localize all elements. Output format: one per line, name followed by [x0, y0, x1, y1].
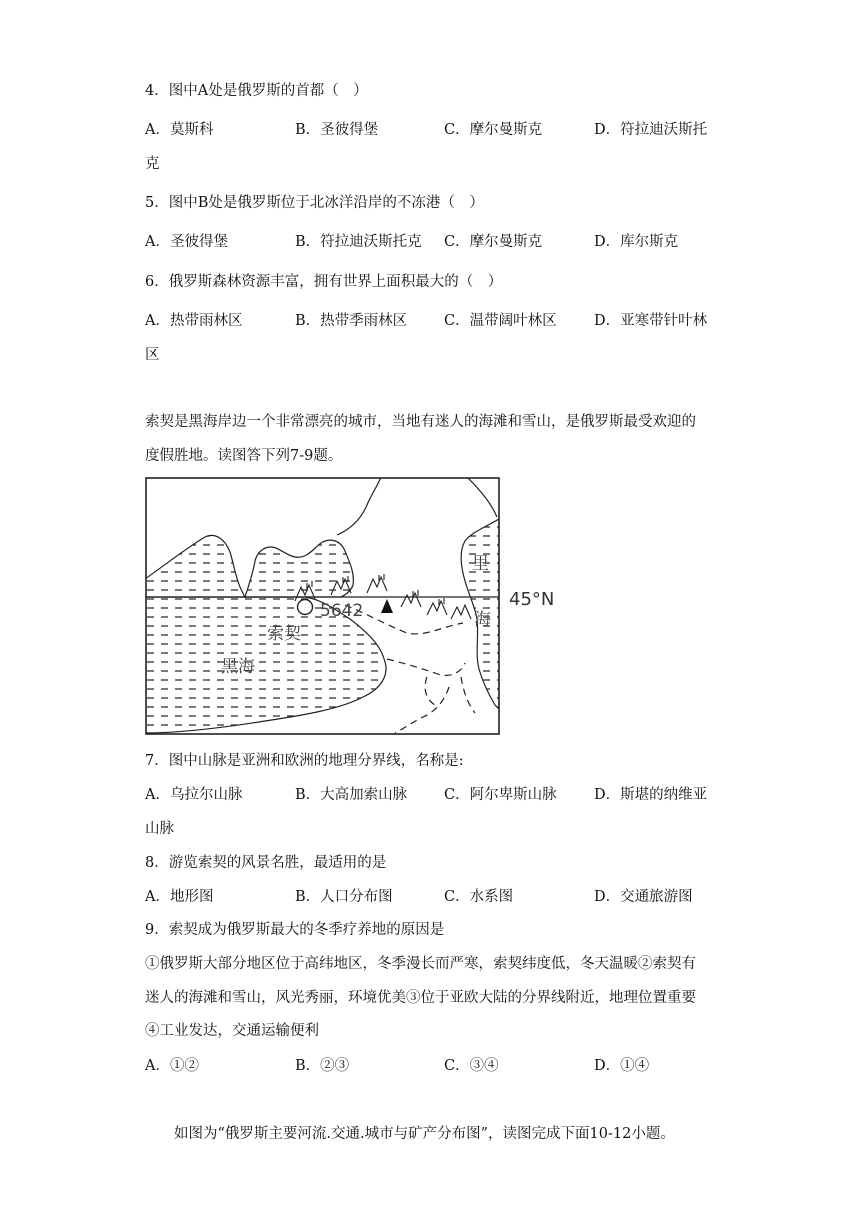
q4-option-d-wrap: 克 [145, 156, 160, 172]
q6-option-b: B．热带季雨林区 [295, 313, 408, 329]
azov-sea-north [245, 540, 353, 597]
q4-option-b: B．圣彼得堡 [295, 122, 379, 138]
q7-option-a: A．乌拉尔山脉 [145, 787, 243, 803]
q9-option-d: D．①④ [594, 1058, 650, 1074]
azov-sea-area [145, 535, 245, 597]
q8-stem: 8．游览索契的风景名胜，最适用的是 [145, 855, 387, 871]
q8-option-b: B．人口分布图 [295, 889, 393, 905]
q6-option-c: C．温带阔叶林区 [444, 313, 557, 329]
q5-option-b: B．符拉迪沃斯托克 [295, 234, 422, 250]
peak-triangle-icon [381, 599, 393, 613]
q8-option-c: C．水系图 [444, 889, 514, 905]
q9-option-a: A．①② [145, 1058, 199, 1074]
q9-stem: 9．索契成为俄罗斯最大的冬季疗养地的原因是 [145, 922, 445, 938]
border-dashed-line-4 [395, 687, 449, 733]
q8-options [145, 885, 745, 907]
q9-statement-line-1: ①俄罗斯大部分地区位于高纬地区，冬季漫长而严寒，索契纬度低，冬天温暖②索契有 [145, 956, 696, 972]
q6-option-d-wrap: 区 [145, 347, 160, 363]
border-dashed-line-3 [425, 677, 435, 705]
q7-option-c: C．阿尔卑斯山脉 [444, 787, 557, 803]
intro-line-2: 度假胜地。读图答下列7-9题。 [145, 448, 343, 464]
border-dashed-line-5 [461, 677, 475, 713]
q8-option-d: D．交通旅游图 [594, 889, 693, 905]
sochi-map [145, 477, 565, 735]
q9-option-b: B．②③ [295, 1058, 350, 1074]
q5-stem: 5．图中B处是俄罗斯位于北冰洋沿岸的不冻港（ ） [145, 195, 484, 211]
q5-option-c: C．摩尔曼斯克 [444, 234, 543, 250]
caspian-edge-line [467, 477, 497, 517]
q6-options [145, 309, 745, 331]
river-line [337, 477, 381, 535]
q8-option-a: A．地形图 [145, 889, 214, 905]
q4-option-d: D．符拉迪沃斯托 [594, 122, 708, 138]
q7-option-b: B．大高加索山脉 [295, 787, 408, 803]
q5-option-d: D．库尔斯克 [594, 234, 679, 250]
caspian-label-top: 里 [472, 554, 489, 574]
q5-options [145, 230, 745, 252]
q6-stem: 6．俄罗斯森林资源丰富，拥有世界上面积最大的（ ） [145, 274, 503, 290]
q6-option-d: D．亚寒带针叶林 [594, 313, 708, 329]
q4-options [145, 118, 745, 140]
q5-option-a: A．圣彼得堡 [145, 234, 228, 250]
q7-option-d-wrap: 山脉 [145, 821, 174, 837]
sochi-city-icon [298, 600, 313, 615]
q7-option-d: D．斯堪的纳维亚 [594, 787, 708, 803]
q4-stem: 4．图中A处是俄罗斯的首都（ ） [145, 83, 368, 99]
q6-option-a: A．热带雨林区 [145, 313, 243, 329]
q9-statement-line-3: ④工业发达，交通运输便利 [145, 1023, 319, 1039]
q9-statement-line-2: 迷人的海滩和雪山，风光秀丽，环境优美③位于亚欧大陆的分界线附近，地理位置重要 [145, 990, 696, 1006]
latitude-label: 45°N [509, 589, 555, 610]
intro-line-1: 索契是黑海岸边一个非常漂亮的城市，当地有迷人的海滩和雪山，是俄罗斯最受欢迎的 [145, 414, 696, 430]
q7-stem: 7．图中山脉是亚洲和欧洲的地理分界线，名称是: [145, 753, 464, 769]
q7-options [145, 783, 745, 805]
q4-option-c: C．摩尔曼斯克 [444, 122, 543, 138]
q9-option-c: C．③④ [444, 1058, 499, 1074]
q4-option-a: A．莫斯科 [145, 122, 214, 138]
black-sea-label: 黑海 [221, 657, 255, 677]
sochi-label: 索契 [267, 624, 301, 644]
border-dashed-line-2 [387, 659, 465, 675]
elevation-label: 5642 [320, 601, 364, 621]
caspian-label-bottom: 海 [474, 610, 491, 630]
q9-options [145, 1054, 745, 1076]
next-section-intro: 如图为“俄罗斯主要河流.交通.城市与矿产分布图”，读图完成下面10-12小题。 [174, 1126, 675, 1142]
